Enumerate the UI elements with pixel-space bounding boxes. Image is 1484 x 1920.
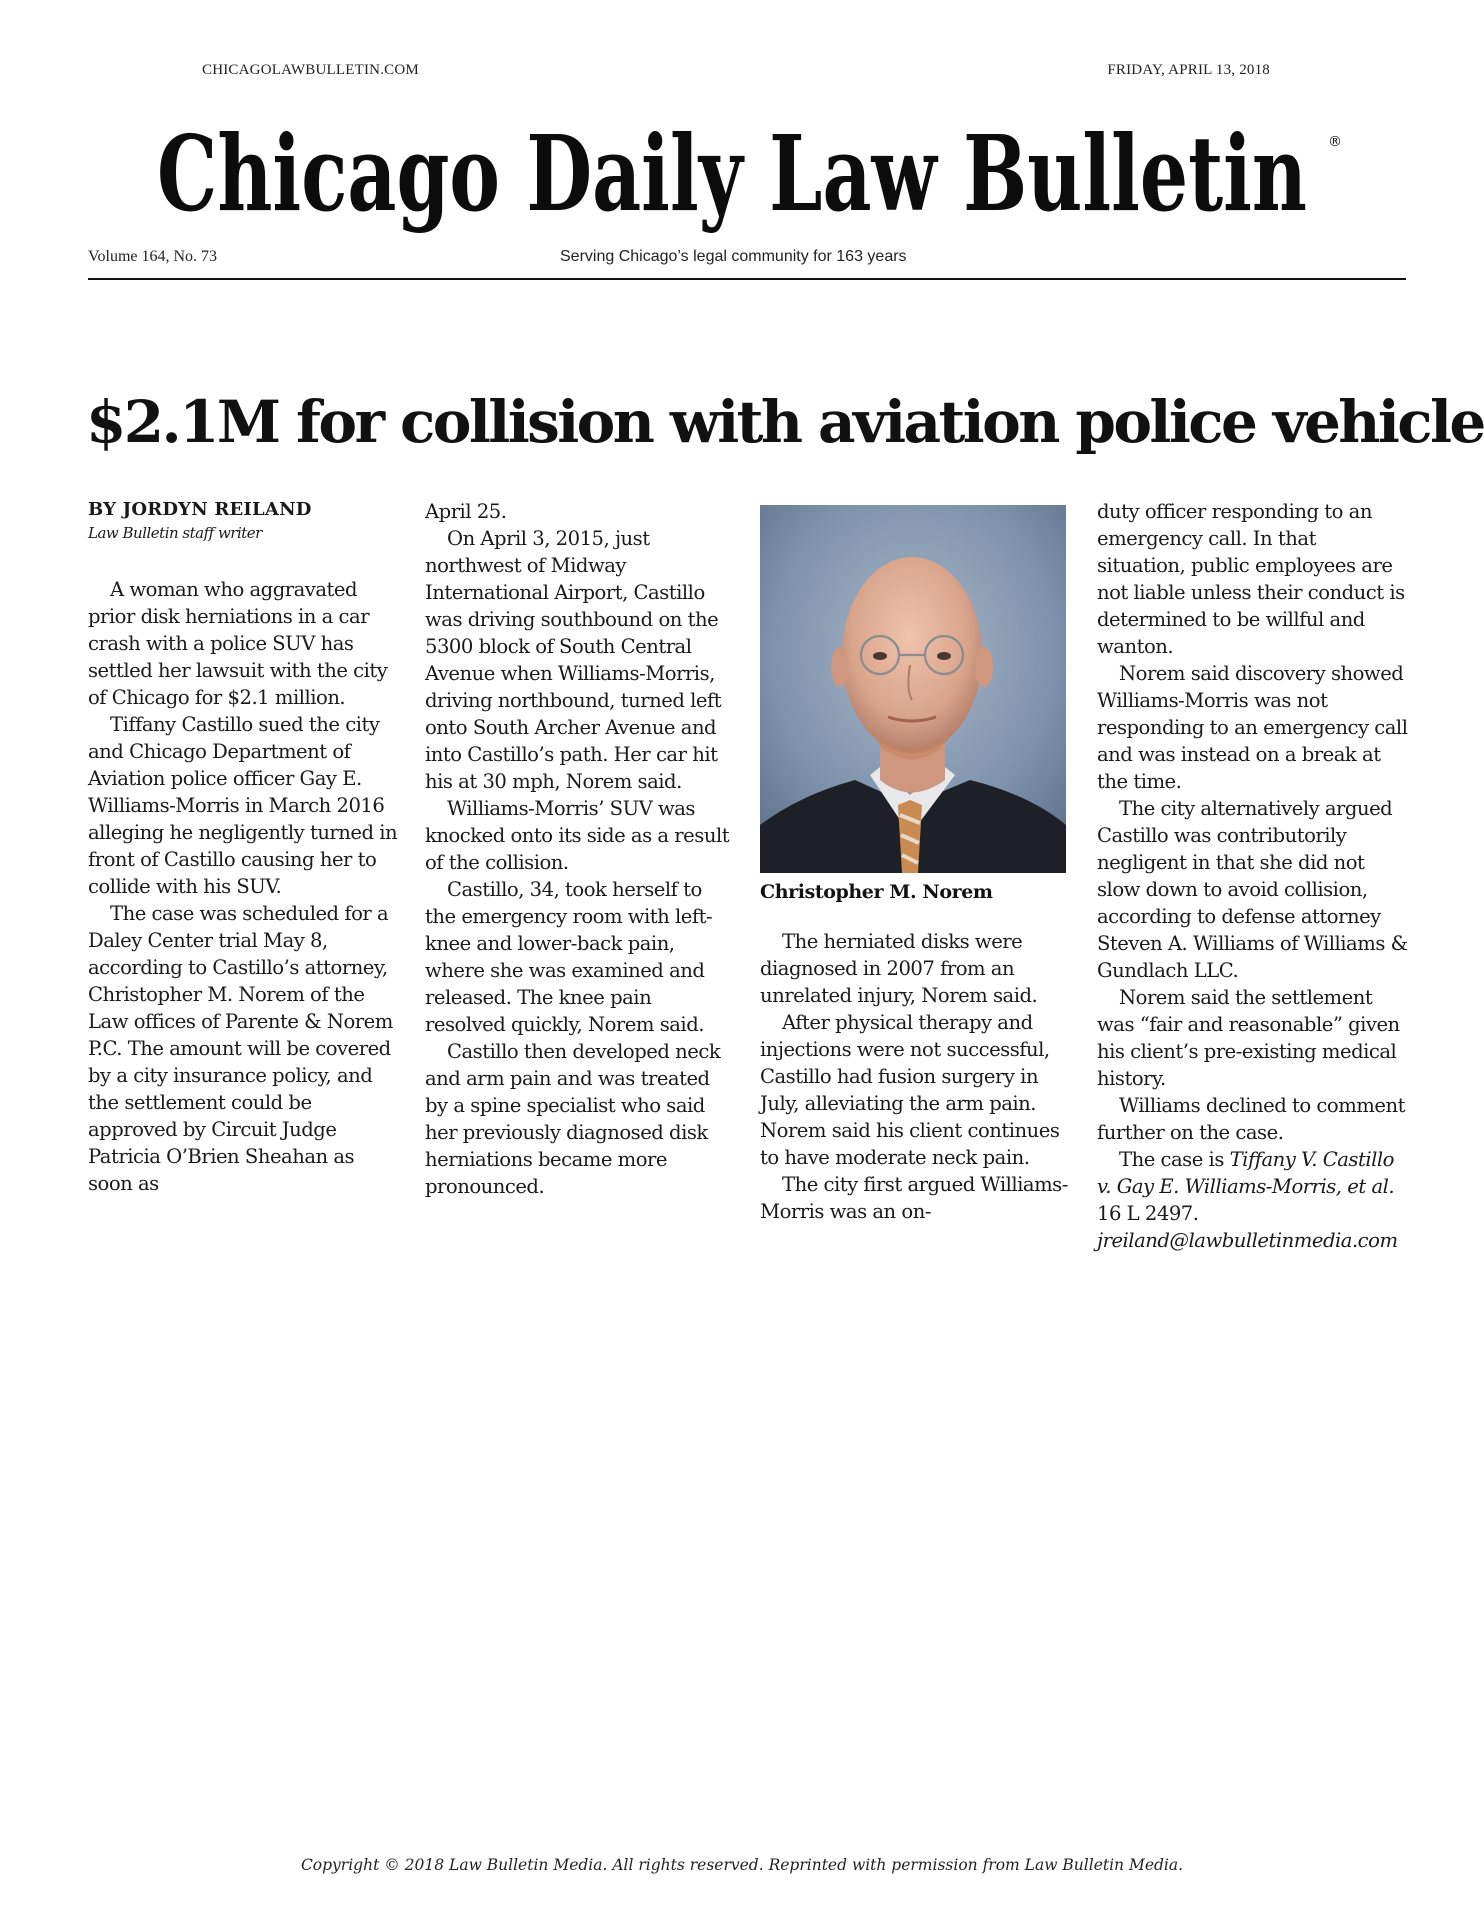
paragraph: The city alternatively argued Castillo was contributorily negligent in that she did not slow down to avoid collision, according to defense attorney Steven A. Williams of Williams & Gundlach LLC. bbox=[1097, 797, 1408, 982]
article-column-4 bbox=[1097, 498, 1409, 1254]
headline: $2.1M for collision with aviation police vehicle bbox=[86, 388, 1484, 456]
paragraph: Norem said discovery showed Williams-Morris was not responding to an emergency call and was instead on a break at the time. bbox=[1097, 662, 1408, 793]
paragraph: Williams-Morris’ SUV was knocked onto its side as a result of the collision. bbox=[425, 797, 730, 874]
masthead-logo bbox=[132, 98, 1352, 248]
portrait-illustration bbox=[760, 505, 1066, 873]
author-email-text[interactable]: jreiland@lawbulletinmedia.com bbox=[1097, 1229, 1398, 1252]
case-lead: The case is bbox=[1119, 1148, 1230, 1171]
paragraph: Castillo then developed neck and arm pain and was treated by a spine specialist who said her previously diagnosed disk herniations became more pronounced. bbox=[425, 1040, 721, 1198]
article-column-3 bbox=[760, 928, 1072, 1225]
paragraph: The case was scheduled for a Daley Center trial May 8, according to Castillo’s attorney, Christopher M. Norem of the Law offices of Parente & Norem P.C. The amount will be covered by a city insurance policy, and the settlement could be approved by Circuit Judge Patricia O’Brien Sheahan as soon as bbox=[88, 902, 393, 1195]
masthead-rule bbox=[88, 278, 1406, 280]
registered-mark: ® bbox=[1328, 134, 1342, 150]
byline: BY JORDYN REILAND bbox=[88, 499, 312, 520]
paragraph: Norem said the settlement was “fair and reasonable” given his client’s pre-existing medical history. bbox=[1097, 986, 1400, 1090]
masthead-title: Chicago Daily Law Bulletin bbox=[157, 112, 1307, 235]
author-email[interactable] bbox=[1097, 1227, 1409, 1254]
byline-role: Law Bulletin staff writer bbox=[88, 524, 262, 542]
issue-date: FRIDAY, APRIL 13, 2018 bbox=[1107, 62, 1270, 78]
portrait-photo bbox=[760, 505, 1066, 873]
article-column-2 bbox=[425, 498, 737, 1200]
paragraph: April 25. bbox=[425, 500, 507, 523]
paragraph: On April 3, 2015, just northwest of Midway International Airport, Castillo was driving southbound on the 5300 block of South Central Avenue when Williams-Morris, driving northbound, turned left onto South Archer Avenue and into Castillo’s path. Her car hit his at 30 mph, Norem said. bbox=[425, 527, 722, 793]
paragraph: The city first argued Williams-Morris was an on- bbox=[760, 1173, 1068, 1223]
masthead bbox=[0, 98, 1484, 248]
case-citation bbox=[1097, 1146, 1409, 1227]
paragraph: A woman who aggravated prior disk herniations in a car crash with a police SUV has settled her lawsuit with the city of Chicago for $2.1 million. bbox=[88, 578, 388, 709]
paragraph: Williams declined to comment further on the case. bbox=[1097, 1094, 1405, 1144]
case-number: 16 L 2497. bbox=[1097, 1202, 1199, 1225]
paragraph: Castillo, 34, took herself to the emergency room with left-knee and lower-back pain, where she was examined and released. The knee pain resolved quickly, Norem said. bbox=[425, 878, 713, 1036]
case-name: Tiffany V. Castillo v. Gay E. Williams-Morris, et al. bbox=[1097, 1148, 1395, 1198]
paragraph: duty officer responding to an emergency call. In that situation, public employees are not liable unless their conduct is determined to be willful and wanton. bbox=[1097, 500, 1405, 658]
site-url: CHICAGOLAWBULLETIN.COM bbox=[202, 62, 419, 78]
paragraph: The herniated disks were diagnosed in 2007 from an unrelated injury, Norem said. bbox=[760, 930, 1038, 1007]
article-column-1 bbox=[88, 498, 400, 1197]
tagline: Serving Chicago’s legal community for 163 years bbox=[560, 248, 907, 265]
paragraph: Tiffany Castillo sued the city and Chicago Department of Aviation police officer Gay E. Williams-Morris in March 2016 alleging he negligently turned in front of Castillo causing her to collide with his SUV. bbox=[88, 713, 398, 898]
volume-number: Volume 164, No. 73 bbox=[88, 248, 218, 265]
paragraph: After physical therapy and injections were not successful, Castillo had fusion surgery in July, alleviating the arm pain. Norem said his client continues to have moderate neck pain. bbox=[760, 1011, 1060, 1169]
photo-caption: Christopher M. Norem bbox=[760, 881, 993, 903]
copyright-footer: Copyright © 2018 Law Bulletin Media. All rights reserved. Reprinted with permission from Law Bulletin Media. bbox=[300, 1856, 1184, 1874]
